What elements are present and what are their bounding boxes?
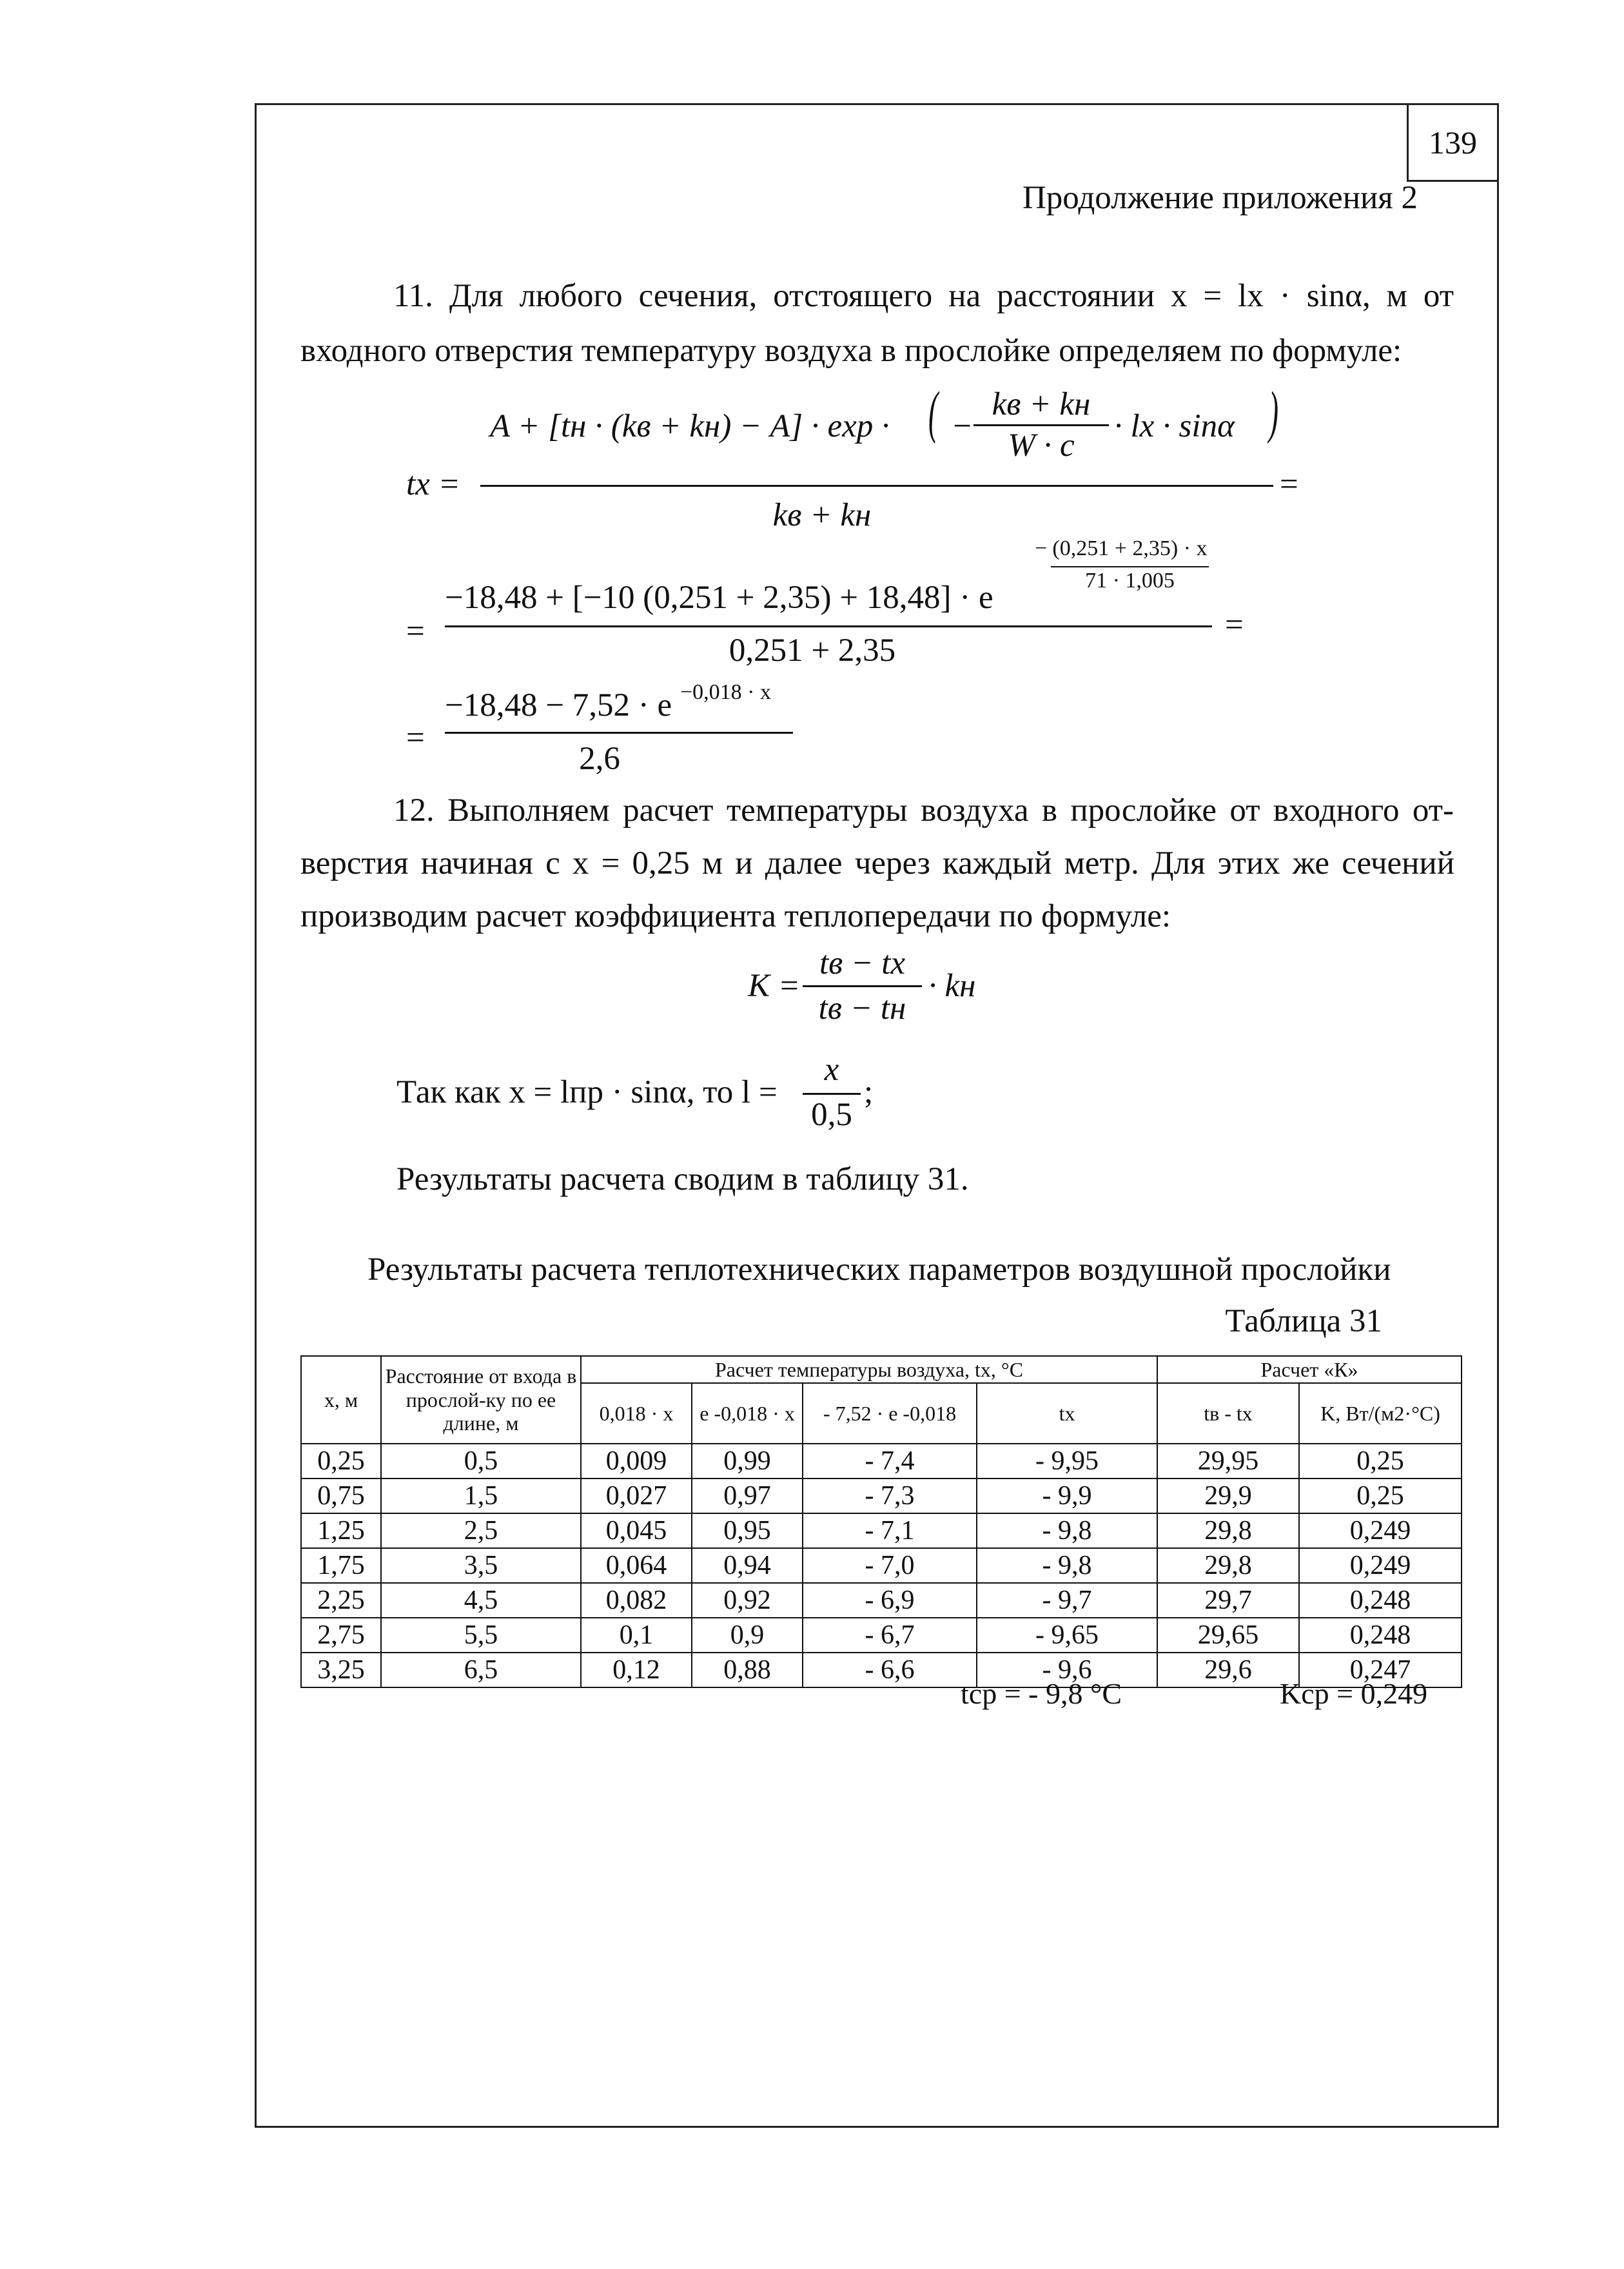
table-cell: 4,5 — [381, 1583, 581, 1618]
results-table — [300, 1355, 1462, 1688]
table-cell: - 6,7 — [803, 1618, 977, 1653]
formula1-numerator: A + [tн · (kв + kн) − A] · exp · — [490, 408, 890, 444]
table-cell: - 9,7 — [977, 1583, 1157, 1618]
table-body — [301, 1444, 1462, 1687]
table-cell: 0,082 — [581, 1583, 692, 1618]
table-cell: 0,88 — [692, 1653, 803, 1687]
formula2-exp-fraction-bar — [1051, 566, 1209, 567]
table-cell: 5,5 — [381, 1618, 581, 1653]
formula2-equals-left: = — [406, 613, 425, 649]
formula2-equals-right: = — [1225, 607, 1244, 643]
table-cell: - 9,8 — [977, 1513, 1157, 1548]
table-cell: 2,5 — [381, 1513, 581, 1548]
table-cell: 0,1 — [581, 1618, 692, 1653]
formula1-equals: = — [1280, 466, 1298, 502]
table-cell: 6,5 — [381, 1653, 581, 1687]
header-c2: e -0,018 · x — [692, 1383, 803, 1444]
formula2-exp-numerator: (0,251 + 2,35) · x — [1052, 536, 1208, 560]
table-cell: 0,249 — [1299, 1513, 1462, 1548]
formula1-minus: − — [951, 408, 973, 444]
section12-line1: 12. Выполняем расчет температуры воздуха в прослойке от входного от- — [393, 792, 1454, 829]
table-cell: 0,009 — [581, 1444, 692, 1478]
table-cell: - 9,8 — [977, 1548, 1157, 1583]
header-c5: tв - tx — [1157, 1383, 1299, 1444]
header-k-group: Расчет «К» — [1157, 1356, 1462, 1383]
formula2-numerator: −18,48 + [−10 (0,251 + 2,35) + 18,48] · e — [445, 580, 993, 616]
header-temperature-group: Расчет температуры воздуха, tx, °C — [581, 1356, 1157, 1383]
formula1-exp-fraction-bar — [973, 424, 1109, 426]
table-row — [301, 1618, 1462, 1653]
table-cell: 1,75 — [301, 1548, 381, 1583]
section11-line1: 11. Для любого сечения, отстоящего на расстоянии x = lx · sinα, м от — [393, 278, 1454, 314]
table-row — [301, 1548, 1462, 1583]
formulaL-fraction-bar — [803, 1093, 861, 1095]
table-cell: - 9,95 — [977, 1444, 1157, 1478]
formulaL-denominator: 0,5 — [811, 1097, 852, 1133]
formula3-numerator: −18,48 − 7,52 · e — [445, 687, 672, 723]
table-cell: - 6,9 — [803, 1583, 977, 1618]
formulaK-tail: · kн — [928, 968, 976, 1004]
header-c3: - 7,52 · e -0,018 — [803, 1383, 977, 1444]
table-cell: - 7,3 — [803, 1478, 977, 1513]
table-cell: 0,95 — [692, 1513, 803, 1548]
table-cell: 29,8 — [1157, 1513, 1299, 1548]
page-number: 139 — [1407, 104, 1497, 182]
formulaK-lhs: K = — [748, 968, 801, 1004]
section12-line3: производим расчет коэффициента теплопередачи по формуле: — [300, 898, 1171, 934]
table-cell: 0,25 — [301, 1444, 381, 1478]
formula3-exponent: −0,018 · x — [680, 680, 771, 704]
table-cell: 3,5 — [381, 1548, 581, 1583]
table-cell: 29,65 — [1157, 1618, 1299, 1653]
formula2-exp-minus: − — [1035, 536, 1048, 560]
formula1-exp-tail: · lx · sinα — [1114, 408, 1235, 444]
table-cell: 0,9 — [692, 1618, 803, 1653]
table-cell: - 9,6 — [977, 1653, 1157, 1687]
appendix-header: Продолжение приложения 2 — [1022, 180, 1418, 216]
table-cell: 0,92 — [692, 1583, 803, 1618]
table-cell: 0,248 — [1299, 1618, 1462, 1653]
table-cell: 0,248 — [1299, 1583, 1462, 1618]
results-line: Результаты расчета сводим в таблицу 31. — [396, 1161, 969, 1197]
formula1-exp-denominator: W · c — [1008, 427, 1075, 464]
table-cell: 0,247 — [1299, 1653, 1462, 1687]
table-cell: 29,7 — [1157, 1583, 1299, 1618]
table-row — [301, 1583, 1462, 1618]
table-cell: 0,75 — [301, 1478, 381, 1513]
formula1-close-paren: ) — [1269, 380, 1278, 444]
table-row — [301, 1478, 1462, 1513]
section11-line2: входного отверстия температуру воздуха в прослойке определяем по формуле: — [300, 333, 1402, 369]
formula3-equals: = — [406, 720, 425, 756]
formula3-denominator: 2,6 — [579, 741, 620, 777]
formula1-exp-numerator: kв + kн — [992, 386, 1091, 422]
formula2-exp-denominator: 71 · 1,005 — [1085, 569, 1175, 593]
table-cell: - 7,0 — [803, 1548, 977, 1583]
table-cell: 0,064 — [581, 1548, 692, 1583]
table-cell: - 9,9 — [977, 1478, 1157, 1513]
formula1-lhs: tx = — [406, 466, 460, 502]
formulaK-denominator: tв − tн — [818, 990, 906, 1026]
formula1-open-paren: ( — [928, 380, 938, 444]
table-cell: 29,9 — [1157, 1478, 1299, 1513]
table-label: Таблица 31 — [1225, 1303, 1382, 1339]
table-cell: 0,25 — [1299, 1444, 1462, 1478]
formula1-denominator: kв + kн — [772, 497, 872, 533]
table-cell: 0,97 — [692, 1478, 803, 1513]
section12-line2: верстия начиная с x = 0,25 м и далее через каждый метр. Для этих же сечений — [300, 845, 1454, 881]
table-cell: - 9,65 — [977, 1618, 1157, 1653]
table-caption: Результаты расчета теплотехнических параметров воздушной прослойки — [367, 1252, 1391, 1288]
table-cell: 3,25 — [301, 1653, 381, 1687]
summary-k-avg: Kср = 0,249 — [1280, 1677, 1428, 1710]
formula2-fraction-bar — [445, 625, 1212, 627]
table-cell: 0,5 — [381, 1444, 581, 1478]
table-cell: 0,25 — [1299, 1478, 1462, 1513]
table-row — [301, 1513, 1462, 1548]
table-cell: 0,99 — [692, 1444, 803, 1478]
table-cell: 0,249 — [1299, 1548, 1462, 1583]
table-cell: - 6,6 — [803, 1653, 977, 1687]
formulaL-tail: ; — [864, 1074, 874, 1110]
formulaL-text: Так как x = lпр · sinα, то l = — [396, 1074, 778, 1110]
header-c6: K, Вт/(м2·°C) — [1299, 1383, 1462, 1444]
table-cell: 29,6 — [1157, 1653, 1299, 1687]
formula3-fraction-bar — [445, 732, 793, 734]
table-cell: - 7,1 — [803, 1513, 977, 1548]
table-cell: 0,027 — [581, 1478, 692, 1513]
page-frame — [255, 103, 1499, 2128]
formulaK-numerator: tв − tx — [819, 945, 906, 981]
formulaL-numerator: x — [824, 1052, 839, 1088]
header-c1: 0,018 · x — [581, 1383, 692, 1444]
table-cell: 0,045 — [581, 1513, 692, 1548]
table-cell: 0,12 — [581, 1653, 692, 1687]
table-cell: 1,25 — [301, 1513, 381, 1548]
table-cell: 0,94 — [692, 1548, 803, 1583]
table-cell: 2,25 — [301, 1583, 381, 1618]
formula2-denominator: 0,251 + 2,35 — [729, 633, 896, 669]
header-distance: Расстояние от входа в прослой-ку по ее длине, м — [381, 1356, 581, 1444]
formulaK-fraction-bar — [803, 985, 922, 987]
summary-t-avg: tср = - 9,8 °C — [961, 1677, 1122, 1710]
header-x: x, м — [301, 1356, 381, 1444]
header-c4: tx — [977, 1383, 1157, 1444]
formula1-fraction-bar — [480, 485, 1273, 487]
table-cell: - 7,4 — [803, 1444, 977, 1478]
table-cell: 29,95 — [1157, 1444, 1299, 1478]
table-cell: 1,5 — [381, 1478, 581, 1513]
table-row — [301, 1444, 1462, 1478]
table-cell: 2,75 — [301, 1618, 381, 1653]
table-cell: 29,8 — [1157, 1548, 1299, 1583]
